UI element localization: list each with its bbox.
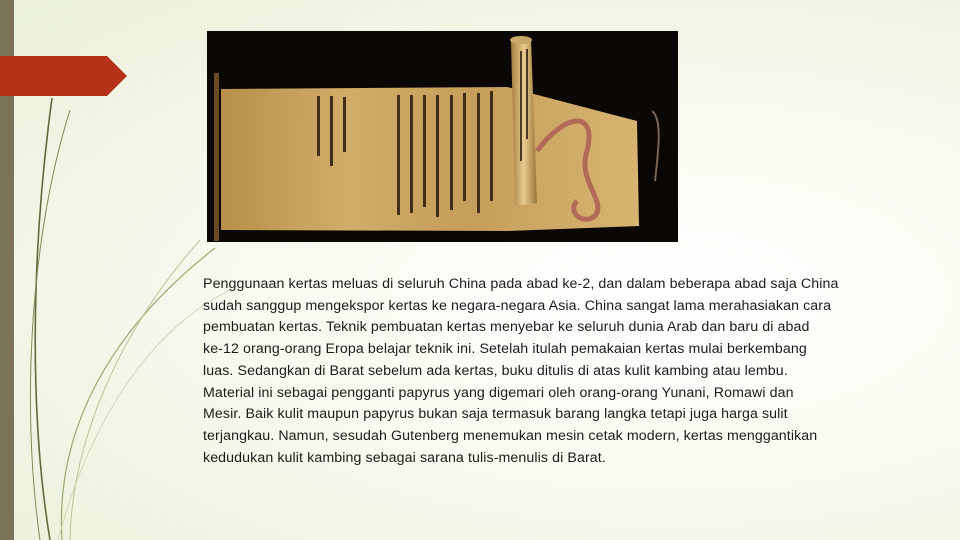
paragraph-line: ke-12 orang-orang Eropa belajar teknik ini. Setelah itulah pemakaian kertas mulai berkembang: [203, 341, 807, 358]
paragraph-line: pembuatan kertas. Teknik pembuatan kertas menyebar ke seluruh dunia Arab dan baru di abad: [203, 319, 810, 336]
paragraph-line: luas. Sedangkan di Barat sebelum ada kertas, buku ditulis di atas kulit kambing atau lembu.: [203, 362, 788, 379]
paragraph-line: Mesir. Baik kulit maupun papyrus bukan saja termasuk barang langka tetapi juga harga sulit: [203, 406, 788, 423]
body-paragraph: [203, 274, 923, 469]
paragraph-line: sudah sanggup mengekspor kertas ke negara-negara Asia. China sangat lama merahasiakan cara: [203, 297, 832, 314]
paragraph-line: Penggunaan kertas meluas di seluruh China pada abad ke-2, dan dalam beberapa abad saja China: [203, 276, 839, 292]
accent-arrow-marker: [0, 56, 127, 96]
paragraph-line: Material ini sebagai pengganti papyrus yang digemari oleh orang-orang Yunani, Romawi dan: [203, 384, 794, 401]
paragraph-line: kedudukan kulit kambing sebagai sarana tulis-menulis di Barat.: [203, 449, 606, 466]
ancient-paper-scroll-photo: [207, 31, 678, 242]
paragraph-line: terjangkau. Namun, sesudah Gutenberg menemukan mesin cetak modern, kertas menggantikan: [203, 427, 818, 444]
